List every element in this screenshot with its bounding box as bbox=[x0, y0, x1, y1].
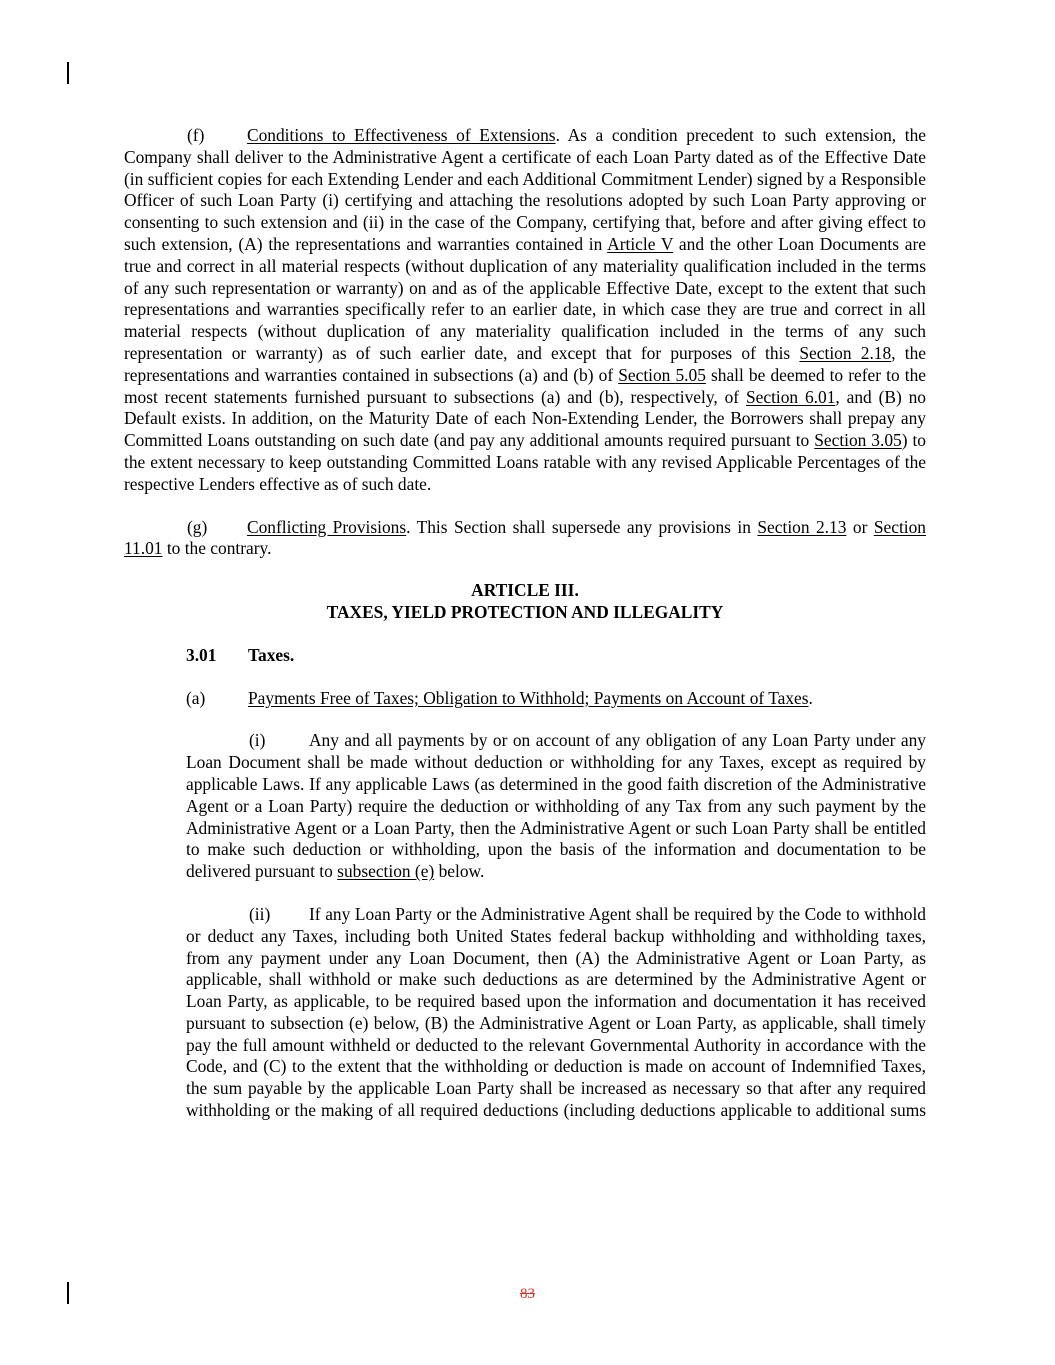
paragraph-f-heading: Conditions to Effectiveness of Extensions bbox=[247, 125, 556, 145]
ref-article-v: Article V bbox=[607, 233, 674, 254]
ref-section-5-05: Section 5.05 bbox=[618, 364, 706, 385]
ref-subsection-e: subsection (e) bbox=[337, 861, 435, 882]
paragraph-a bbox=[186, 688, 926, 710]
paragraph-f bbox=[124, 125, 926, 496]
paragraph-f-text-2: and the other Loan Documents are true and correct in all material respects (without duplication of any materiality qualification included in the terms of any such representation or warranty) on and as of the applicable Effective Date, except to the extent that such representations and warranties specifically refer to an earlier date, in which case they are true and correct in all material respects (without duplication of any materiality qualification included in the terms of any such representation or warranty) as of such earlier date, and except that for purposes of this bbox=[124, 233, 927, 363]
section-heading bbox=[186, 645, 926, 667]
paragraph-a-heading: Payments Free of Taxes; Obligation to Withhold; Payments on Account of Taxes bbox=[248, 687, 809, 708]
paragraph-g-text-2: or bbox=[846, 516, 874, 537]
paragraph-a-label: (a) bbox=[186, 687, 206, 708]
paragraph-g-label: (g) bbox=[187, 516, 208, 537]
paragraph-f-text-1: . As a condition precedent to such extension, the Company shall deliver to the Administrative Agent a certificate of each Loan Party dated as of the Effective Date (in sufficient copies for each Extending Lender and each Additional Commitment Lender) signed by a Responsible Officer of such Loan Party (i) certifying and attaching the resolutions adopted by such Loan Party approving or consenting to such extension and (ii) in the case of the Company, certifying that, before and after giving effect to such extension, (A) the representations and warranties contained in bbox=[124, 125, 927, 254]
section-title: Taxes. bbox=[248, 644, 295, 665]
subparagraph-i-label: (i) bbox=[249, 730, 266, 751]
subparagraph-i bbox=[186, 730, 926, 883]
ref-section-6-01: Section 6.01 bbox=[745, 386, 836, 407]
article-number: ARTICLE III. bbox=[471, 580, 579, 601]
ref-section-2-18: Section 2.18 bbox=[799, 342, 892, 363]
change-bar-top bbox=[67, 62, 69, 84]
ref-section-2-13: Section 2.13 bbox=[757, 516, 847, 537]
paragraph-f-text-3: , the representations and warranties contained in subsections (a) and (b) of bbox=[124, 342, 926, 385]
paragraph-g-text-3: to the contrary. bbox=[162, 538, 272, 559]
subparagraph-ii-label: (ii) bbox=[249, 903, 271, 924]
paragraph-f-text-5: , and (B) no Default exists. In addition, on the Maturity Date of each Non-Extending Lender, the Borrowers shall prepay any Committed Loans outstanding on such date (and pay any additional amounts required pursuant to bbox=[124, 386, 926, 451]
subparagraph-i-text-1: Any and all payments by or on account of any obligation of any Loan Party under any Loan Document shall be made without deduction or withholding for any Taxes, except as required by applicable Laws. If any applicable Laws (as determined in the good faith discretion of the Administrative Agent or a Loan Party) require the deduction or withholding of any Tax from any such payment by the Administrative Agent or a Loan Party, then the Administrative Agent or such Loan Party shall be entitled to make such deduction or withholding, upon the basis of the information and documentation to be delivered pursuant to bbox=[186, 730, 926, 882]
paragraph-f-text-6: ) to the extent necessary to keep outstanding Committed Loans ratable with any revised Applicable Percentages of the respective Lenders effective as of such date. bbox=[124, 430, 927, 494]
document-body bbox=[124, 125, 926, 1122]
ref-section-11-01: Section 11.01 bbox=[124, 516, 926, 559]
article-title: TAXES, YIELD PROTECTION AND ILLEGALITY bbox=[326, 601, 724, 622]
paragraph-g-text-1: . This Section shall supersede any provisions in bbox=[406, 516, 758, 537]
page-number: 83 bbox=[520, 1286, 535, 1302]
paragraph-a-end: . bbox=[808, 687, 813, 708]
paragraph-f-text-4: shall be deemed to refer to the most recent statements furnished pursuant to subsections (a) and (b), respectively, of bbox=[124, 364, 926, 407]
section-number: 3.01 bbox=[186, 644, 217, 665]
paragraph-g-heading: Conflicting Provisions bbox=[247, 516, 407, 537]
paragraph-g bbox=[124, 517, 926, 561]
subparagraph-ii-text-1: If any Loan Party or the Administrative Agent shall be required by the Code to withhold or deduct any Taxes, including both United States federal backup withholding and withholding taxes, from any payment under any Loan Document, then (A) the Administrative Agent or Loan Party, as applicable, shall withhold or make such deductions as are determined by the Administrative Agent or Loan Party, as applicable, to be required based upon the information and documentation it has received pursuant to subsection (e) below, (B) the Administrative Agent or Loan Party, as applicable, shall timely pay the full amount withheld or deducted to the relevant Governmental Authority in accordance with the Code, and (C) to the extent that the withholding or deduction is made on account of Indemnified Taxes, the sum payable by the applicable Loan Party shall be increased as necessary so that after any required withholding or the making of all required deductions (including deductions applicable to additional sums bbox=[186, 903, 926, 1121]
ref-section-3-05: Section 3.05 bbox=[814, 430, 902, 451]
subparagraph-i-text-2: below. bbox=[434, 861, 485, 882]
paragraph-f-label: (f) bbox=[187, 125, 205, 145]
subparagraph-ii bbox=[186, 904, 926, 1122]
